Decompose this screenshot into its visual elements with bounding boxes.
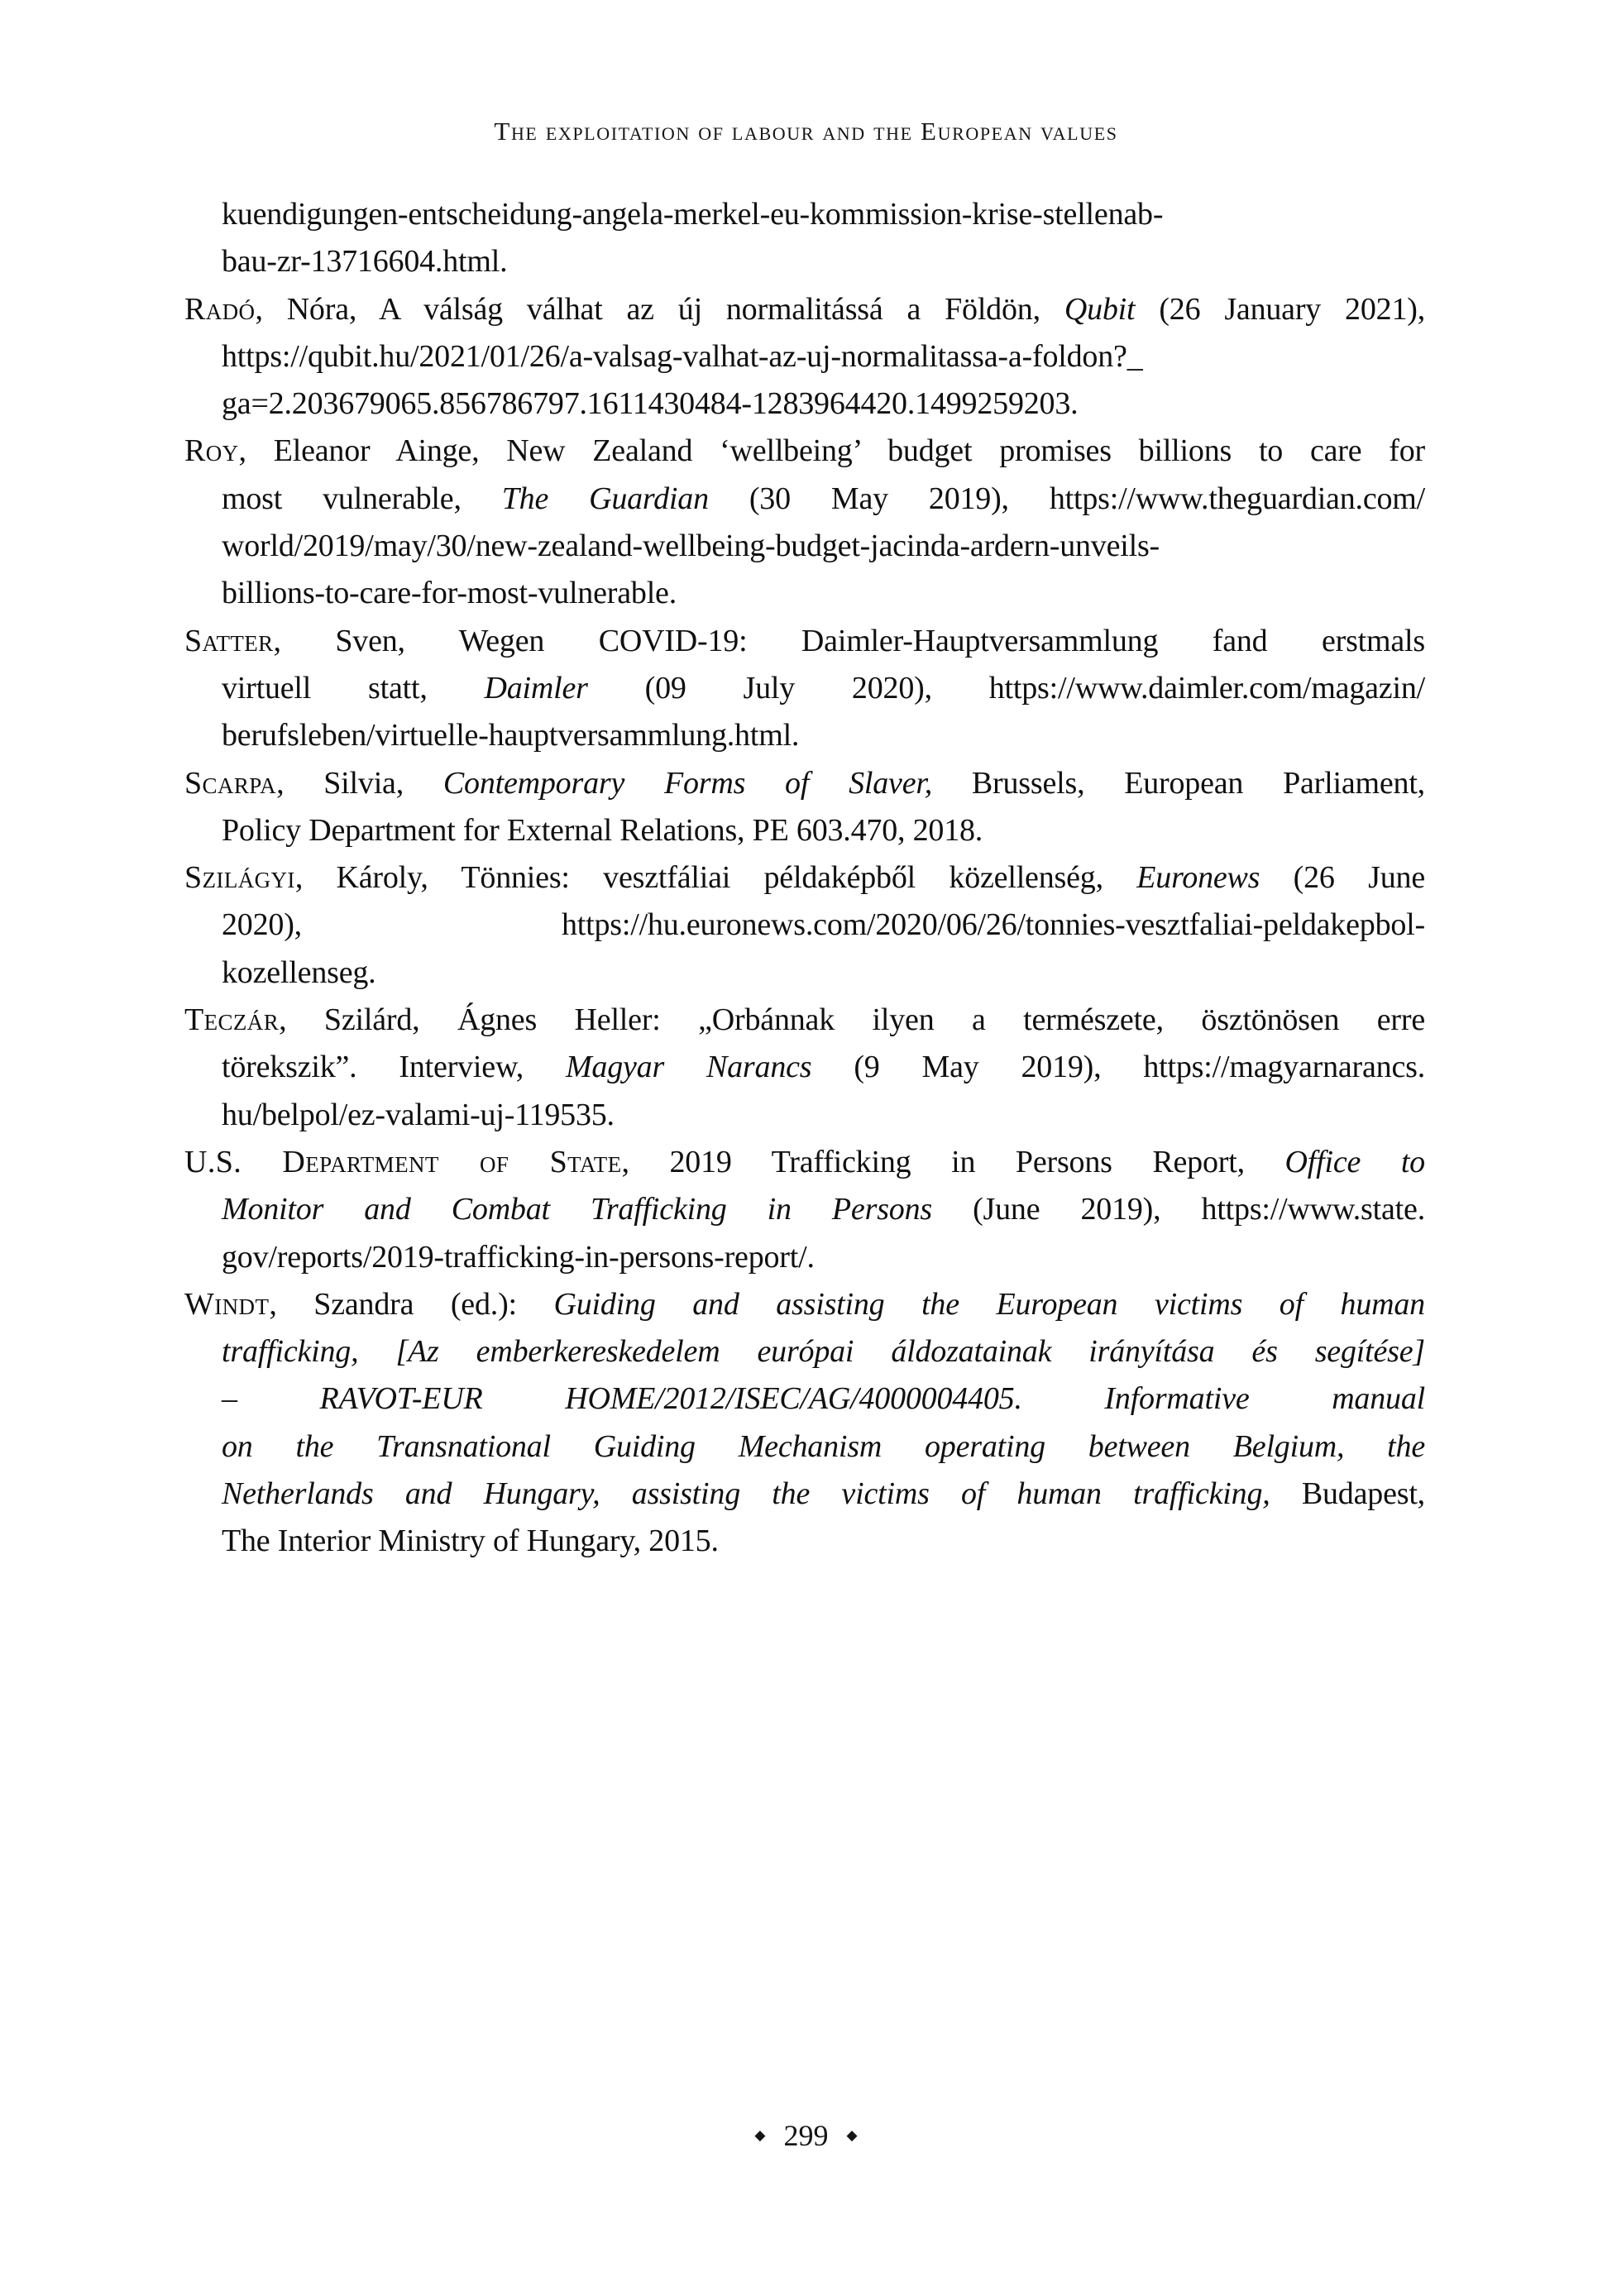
footer-ornament-left-icon: ◆ [754,2127,766,2143]
entry-text: berufsleben/virtuelle-hauptversammlung.html. [222,718,800,753]
entry-text: hu/belpol/ez-valami-uj-119535. [222,1097,615,1132]
bibliography-line [184,1471,1425,1518]
bibliography-line [184,665,1425,712]
bibliography-line [184,380,1425,428]
entry-text: kuendigungen-entscheidung-angela-merkel-eu-kommission-krise-stellenab- [222,197,1164,232]
entry-text: (09 July 2020), https://www.daimler.com/magazin/ [587,670,1425,706]
author-name: Scarpa [184,765,277,801]
entry-text: (30 May 2019), https://www.theguardian.com/ [708,481,1426,516]
work-title: Guiding and assisting the European victims of human [553,1286,1425,1322]
work-title: – RAVOT-EUR HOME/2012/ISEC/AG/4000004405. Informative manual [222,1381,1425,1417]
entry-text: , Silvia, [276,765,443,801]
bibliography-entry [184,618,1425,760]
work-title: Magyar Narancs [565,1050,812,1085]
bibliography-line [184,1281,1425,1328]
bibliography-entry [184,286,1425,428]
bibliography-line [184,1518,1425,1565]
entry-text: most vulnerable, [222,481,502,516]
entry-text: ga=2.203679065.856786797.1611430484-1283964420.1499259203. [222,386,1079,422]
bibliography-line [184,523,1425,570]
bibliography-line [184,570,1425,617]
bibliography-line [184,1423,1425,1471]
entry-text: 2020), https://hu.euronews.com/2020/06/26/tonnies-vesztfaliai-peldakepbol- [222,907,1425,943]
running-head: The exploitation of labour and the European values [494,117,1118,146]
entry-text: (June 2019), https://www.state. [931,1192,1425,1227]
bibliography-line [184,1375,1425,1423]
work-title: on the Transnational Guiding Mechanism operating between Belgium, the [222,1428,1425,1464]
entry-text: törekszik”. Interview, [222,1050,566,1085]
entry-text: , Eleanor Ainge, New Zealand ‘wellbeing’ budget promises billions to care for [238,433,1425,469]
entry-text: The Interior Ministry of Hungary, 2015. [222,1523,719,1559]
bibliography-line [184,1092,1425,1139]
entry-text: (26 January 2021), [1135,291,1425,327]
entry-text: , Szandra (ed.): [269,1286,554,1322]
entry-text: kozellenseg. [222,954,376,990]
entry-text: (26 June [1260,860,1425,896]
bibliography-entry [184,997,1425,1139]
work-title: The Guardian [501,481,709,516]
entry-text: , 2019 Trafficking in Persons Report, [621,1144,1285,1179]
entry-text: (9 May 2019), https://magyarnarancs. [811,1050,1426,1085]
entry-text: bau-zr-13716604.html. [222,244,508,280]
bibliography-line [184,949,1425,997]
bibliography-line [184,286,1425,333]
work-title: Qubit [1064,291,1136,327]
work-title: Daimler [484,670,588,706]
bibliography-entry [184,1139,1425,1281]
bibliography-line [184,1044,1425,1091]
bibliography-line [184,476,1425,523]
entry-text: , Nóra, A válság válhat az új normalitássá a Földön, [255,291,1064,327]
bibliography-line [184,1139,1425,1186]
entry-text: billions-to-care-for-most-vulnerable. [222,576,677,611]
bibliography-line [184,807,1425,854]
entry-text: Budapest, [1270,1476,1425,1512]
author-name: Radó [184,291,256,327]
entry-text: https://qubit.hu/2021/01/26/a-valsag-valhat-az-uj-normalitassa-a-foldon?_ [222,338,1143,374]
author-name: Teczár [184,1002,280,1038]
author-name: Szilágyi [184,860,295,896]
bibliography-line [184,618,1425,665]
bibliography-line [184,428,1425,475]
bibliography-entry [184,760,1425,855]
entry-text: world/2019/may/30/new-zealand-wellbeing-budget-jacinda-ardern-unveils- [222,529,1160,564]
author-name: Roy [184,433,239,469]
bibliography-line [184,902,1425,949]
entry-text: virtuell statt, [222,670,485,706]
author-name: U.S. Department of State [184,1144,622,1179]
work-title: trafficking, [Az emberkereskedelem európai áldozatainak irányítása és segítése] [222,1334,1425,1370]
footer-ornament-right-icon: ◆ [846,2127,858,2143]
bibliography-entry [184,854,1425,997]
bibliography-line [184,333,1425,380]
work-title: Euronews [1136,860,1260,896]
entry-text: , Szilárd, Ágnes Heller: „Orbánnak ilyen a természete, ösztönösen erre [279,1002,1425,1038]
bibliography-line [184,854,1425,902]
author-name: Satter [184,623,274,658]
page-footer [0,2118,1612,2153]
bibliography-line [184,191,1425,238]
bibliography-list [184,191,1425,1566]
bibliography-line [184,1186,1425,1233]
bibliography-line [184,760,1425,807]
entry-text: Brussels, European Parliament, [932,765,1425,801]
work-title: Netherlands and Hungary, assisting the victims of human trafficking, [222,1476,1270,1512]
bibliography-entry [184,191,1425,286]
work-title: Contemporary Forms of Slaver, [442,765,933,801]
bibliography-line [184,238,1425,285]
entry-text: , Károly, Tönnies: vesztfáliai példaképből közellenség, [294,860,1137,896]
bibliography-entry [184,428,1425,617]
entry-text: gov/reports/2019-trafficking-in-persons-report/. [222,1239,815,1275]
work-title: Office to [1284,1144,1425,1179]
bibliography-line [184,712,1425,759]
bibliography-line [184,997,1425,1044]
bibliography-line [184,1328,1425,1375]
entry-text: , Sven, Wegen COVID-19: Daimler-Hauptversammlung fand erstmals [273,623,1425,658]
bibliography-line [184,1234,1425,1281]
bibliography-entry [184,1281,1425,1566]
work-title: Monitor and Combat Trafficking in Persons [222,1192,932,1227]
entry-text: Policy Department for External Relations, PE 603.470, 2018. [222,812,983,848]
page-number: 299 [783,2119,829,2152]
author-name: Windt [184,1286,270,1322]
